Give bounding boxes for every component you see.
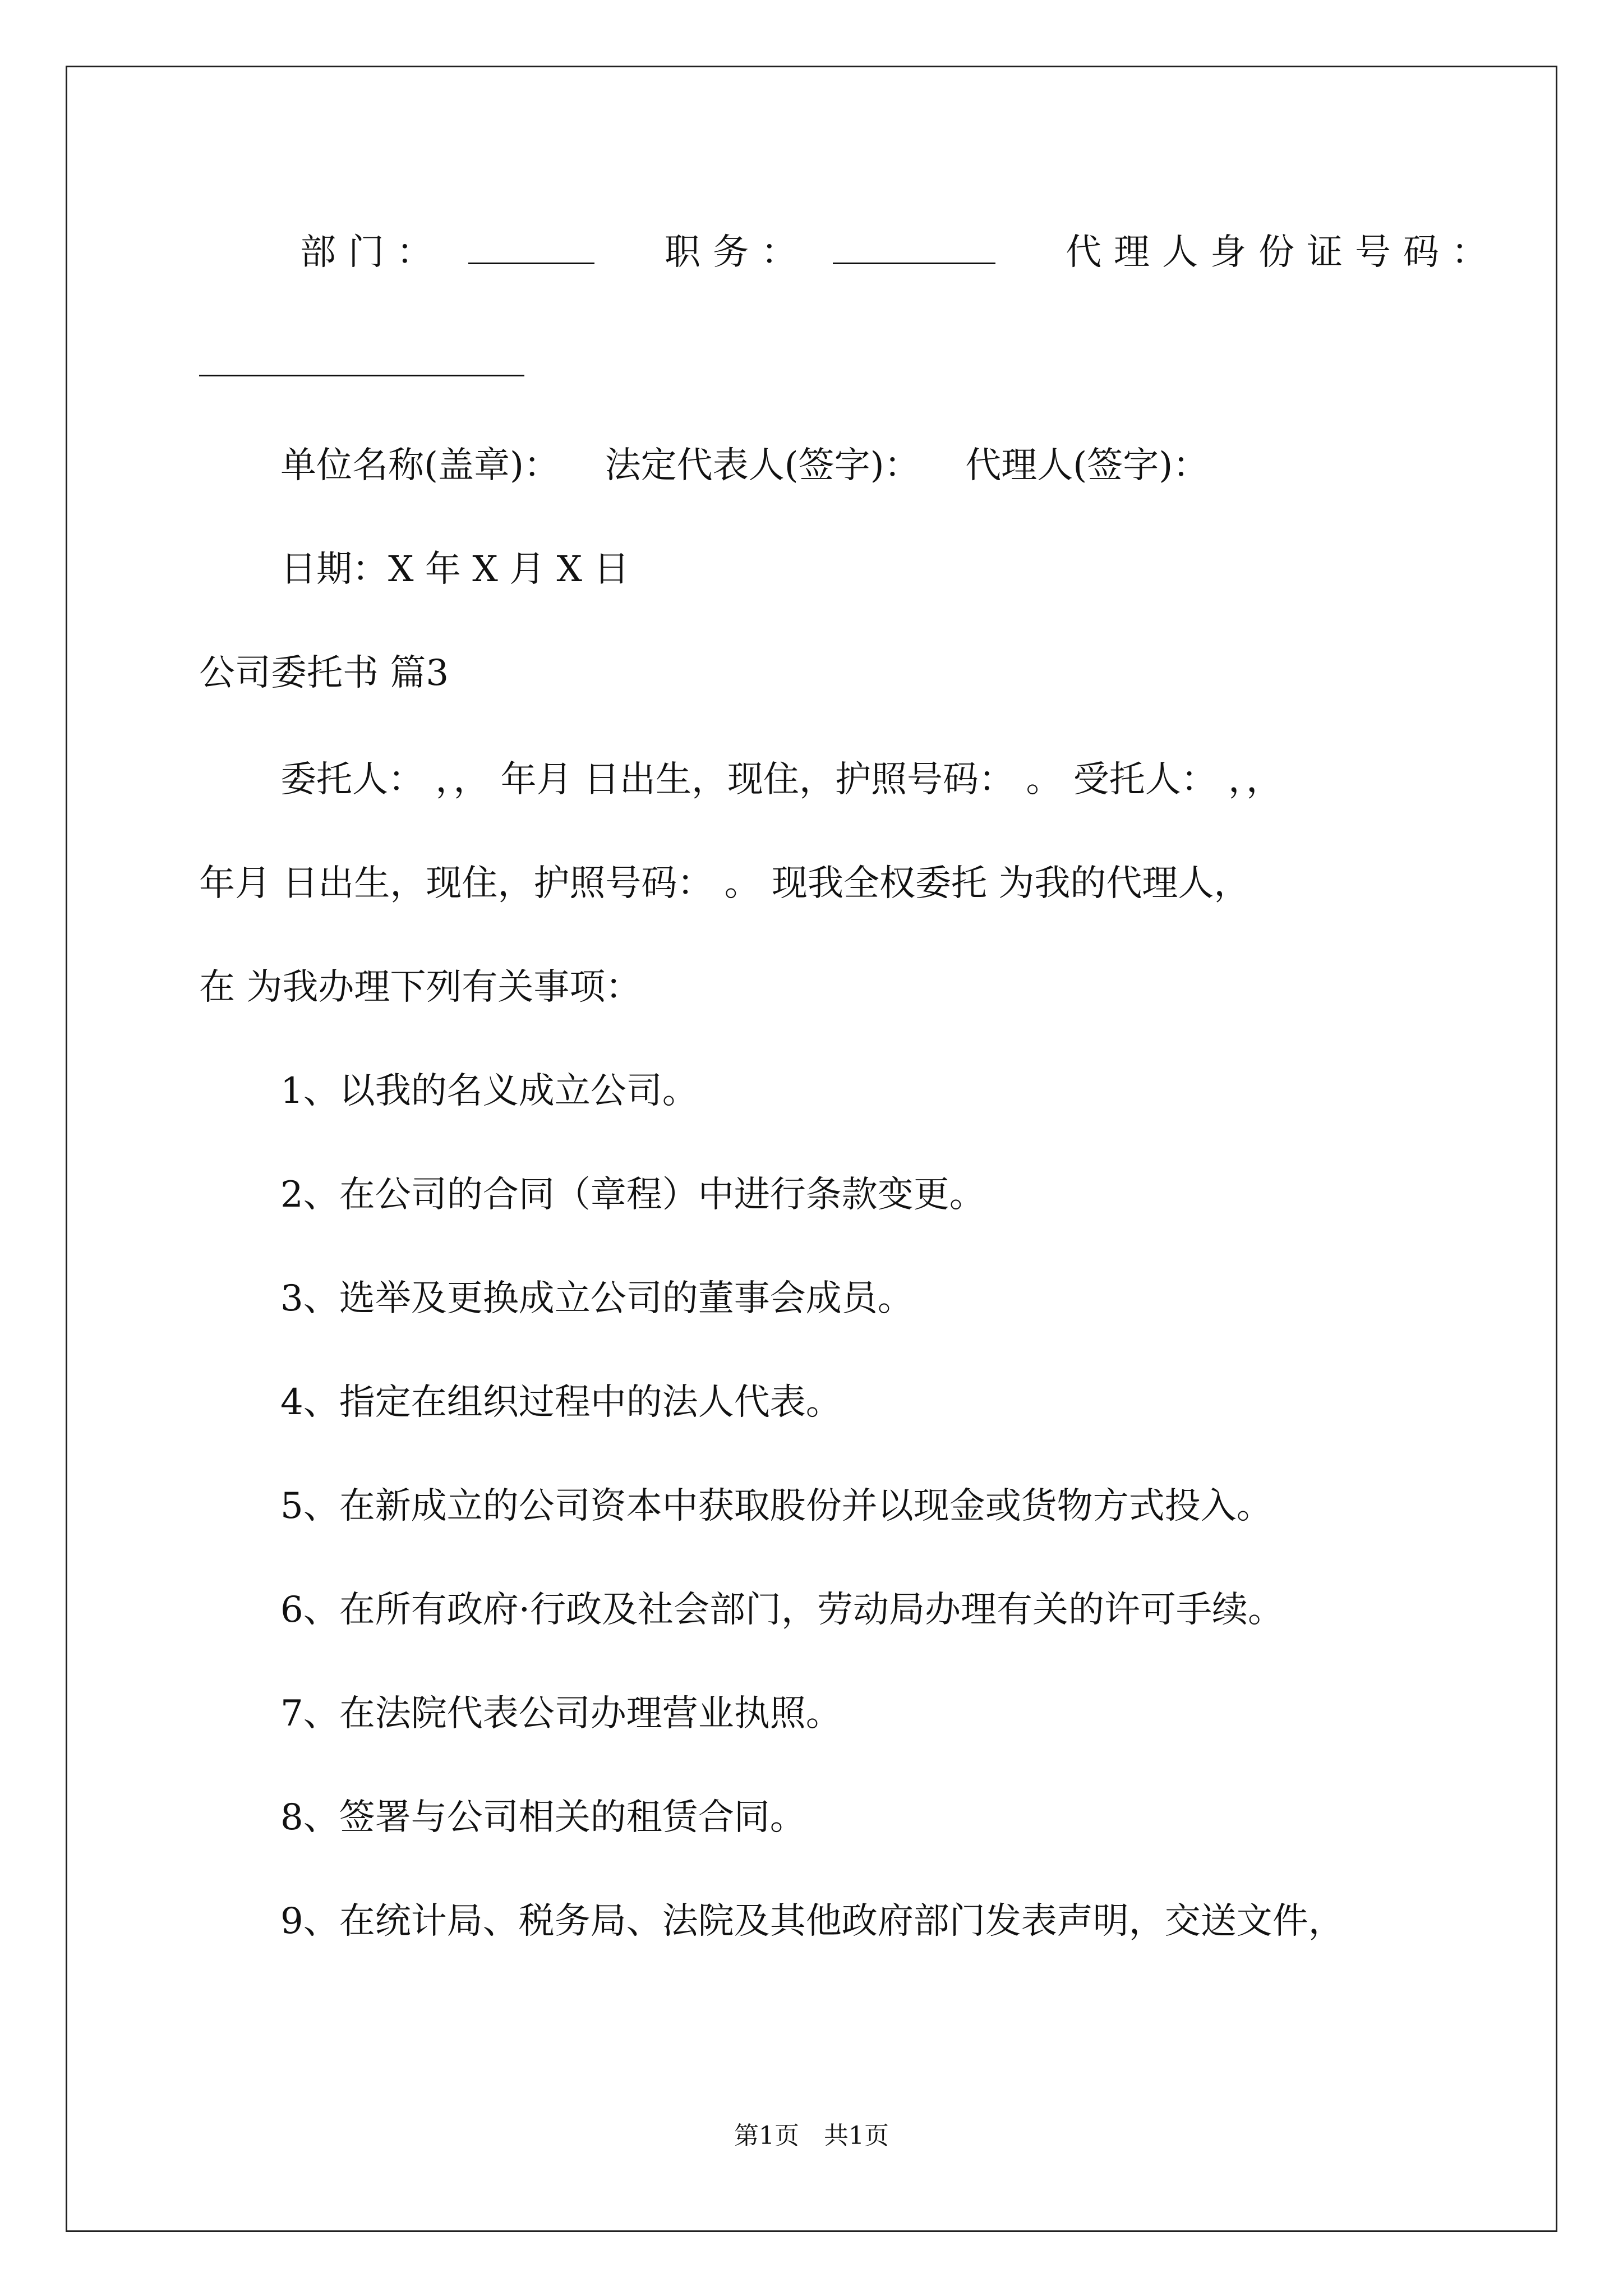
date-line: 日期：X 年 X 月 X 日 <box>280 549 630 590</box>
section-title: 公司委托书 篇3 <box>199 652 449 694</box>
list-item: 7、在法院代表公司办理营业执照。 <box>280 1693 842 1734</box>
header-fields-line <box>300 230 1500 275</box>
list-item: 1、以我的名义成立公司。 <box>280 1070 698 1112</box>
position-blank <box>833 230 995 264</box>
paragraph-line-2: 年月 日出生，现住，护照号码： 。 现我全权委托 为我的代理人， <box>199 863 1250 904</box>
list-item: 8、签署与公司相关的租赁合同。 <box>280 1797 806 1838</box>
list-item: 6、在所有政府·行政及社会部门，劳动局办理有关的许可手续。 <box>280 1589 1284 1631</box>
paragraph-line-1: 委托人： ，， 年月 日出生，现住，护照号码： 。 受托人： ，， <box>280 759 1283 800</box>
agent-id-blank <box>199 375 524 376</box>
list-item: 4、指定在组织过程中的法人代表。 <box>280 1382 842 1423</box>
department-blank <box>468 230 594 264</box>
unit-label: 单位名称(盖章)： <box>280 445 560 486</box>
page-footer: 第1页 共1页 <box>734 2122 889 2150</box>
list-item: 9、在统计局、税务局、法院及其他政府部门发表声明，交送文件， <box>280 1901 1344 1942</box>
legal-rep-label: 法定代表人(签字)： <box>605 445 920 486</box>
paragraph-line-3: 在 为我办理下列有关事项： <box>199 967 642 1008</box>
position-label: 职务： <box>665 232 810 273</box>
list-item: 2、在公司的合同（章程）中进行条款变更。 <box>280 1174 985 1216</box>
agent-id-label: 代理人身份证号码： <box>1066 232 1500 273</box>
department-label: 部门： <box>300 232 445 273</box>
list-item: 3、选举及更换成立公司的董事会成员。 <box>280 1278 914 1319</box>
signatures-line <box>280 443 1209 488</box>
agent-label: 代理人(签字)： <box>965 445 1209 486</box>
list-item: 5、在新成立的公司资本中获取股份并以现金或货物方式投入。 <box>280 1485 1272 1527</box>
